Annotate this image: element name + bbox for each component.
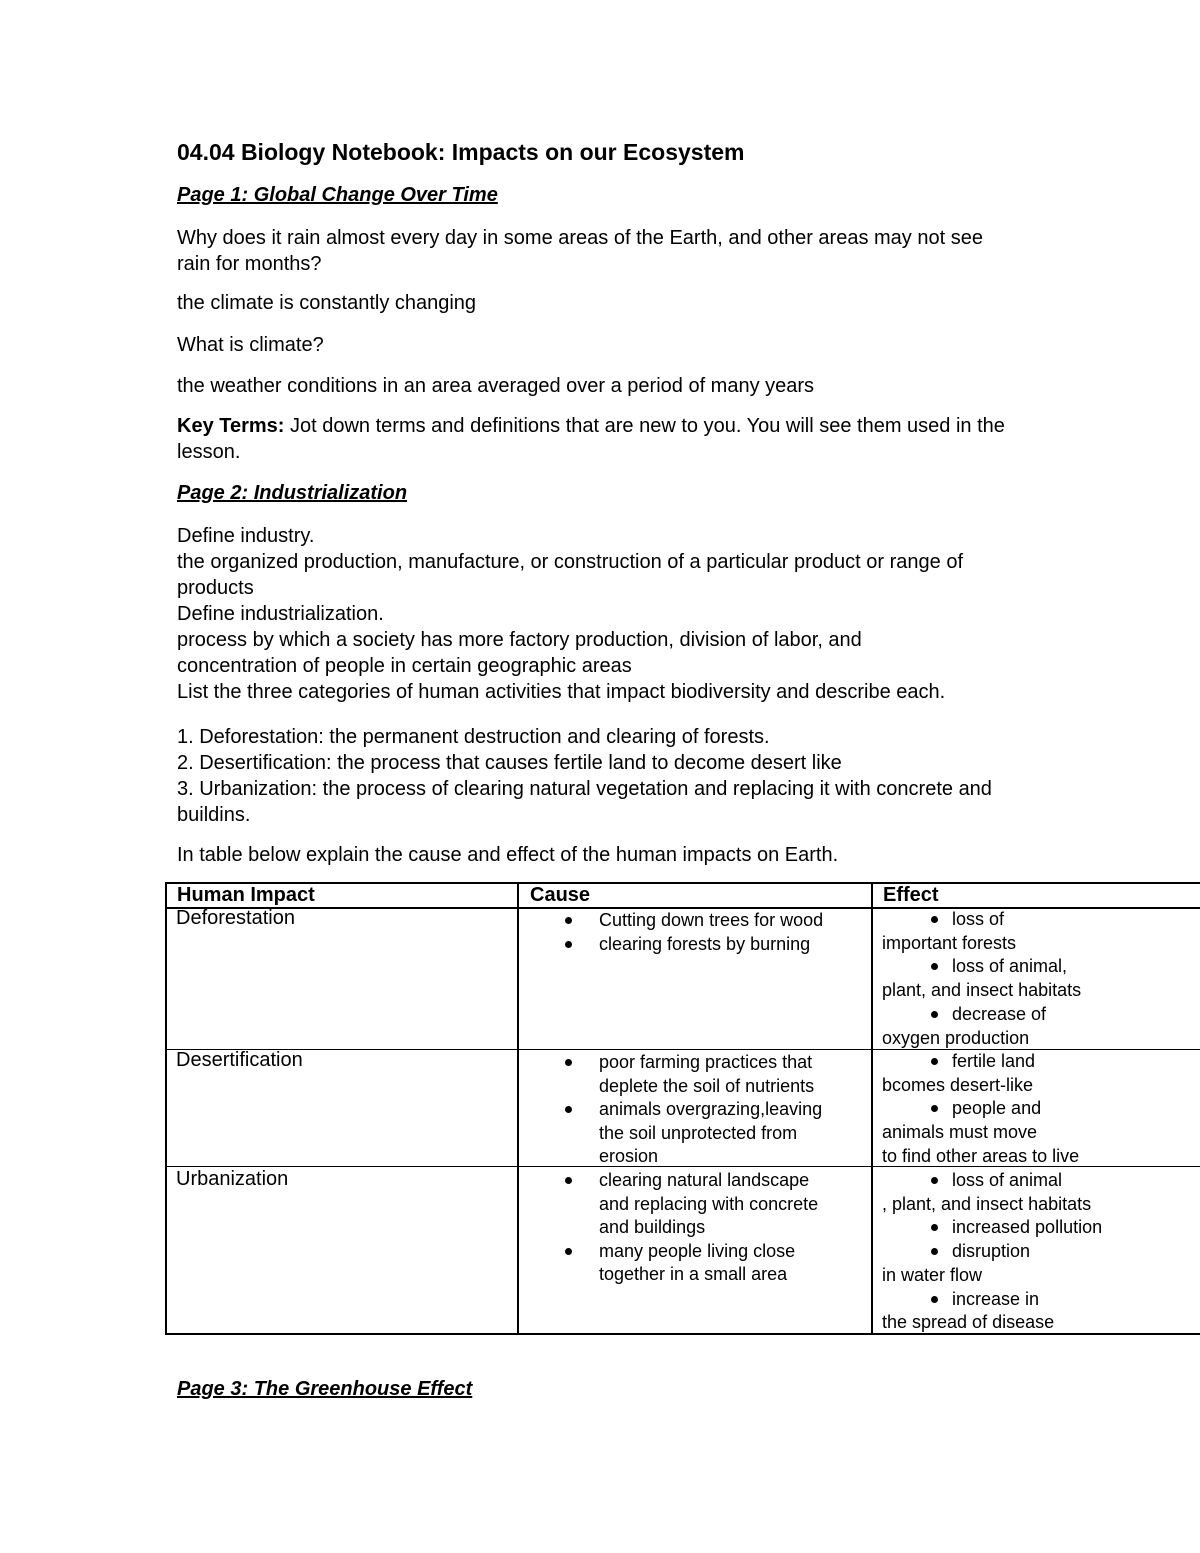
effect-continuation: animals must move xyxy=(882,1122,1038,1143)
effect-bullet: decrease of xyxy=(882,1003,1192,1027)
effect-continuation: plant, and insect habitats xyxy=(882,980,1082,1001)
row-cause-urbanization xyxy=(563,1169,823,1287)
page1-answer2: the weather conditions in an area averaged over a period of many years xyxy=(177,375,815,397)
header-effect: Effect xyxy=(883,884,939,906)
effect-continuation: , plant, and insect habitats xyxy=(882,1193,1092,1214)
row-cause-deforestation xyxy=(563,909,863,956)
effect-bullet: people and xyxy=(882,1097,1192,1121)
effect-bullet: increased pollution xyxy=(882,1216,1192,1240)
table-col-rule xyxy=(165,882,167,1334)
table-top-rule xyxy=(165,882,1200,884)
row-impact-desertification: Desertification xyxy=(176,1049,303,1071)
header-human-impact: Human Impact xyxy=(177,884,315,906)
cause-item: animals overgrazing,leaving the soil unprotected from erosion xyxy=(563,1098,823,1169)
table-col-rule xyxy=(517,882,519,1334)
table-col-rule xyxy=(871,882,873,1334)
page2-question2: Define industrialization. xyxy=(177,603,384,625)
key-terms-label: Key Terms: xyxy=(177,415,285,437)
page2-definitions xyxy=(177,523,1027,705)
row-effect-desertification xyxy=(882,1050,1192,1169)
cause-item: Cutting down trees for wood xyxy=(563,909,863,933)
impact-table xyxy=(165,882,1200,1334)
effect-bullet: disruption xyxy=(882,1240,1192,1264)
page3-heading-text: Page 3: The Greenhouse Effect xyxy=(177,1378,473,1400)
page1-question1: Why does it rain almost every day in some areas of the Earth, and other areas may not see rain for months? xyxy=(177,227,983,275)
effect-continuation: important forests xyxy=(882,932,1017,953)
cause-item: clearing forests by burning xyxy=(563,933,863,957)
effect-continuation: to find other areas to live xyxy=(882,1145,1080,1166)
cause-item: clearing natural landscape and replacing with concrete and buildings xyxy=(563,1169,823,1240)
page2-answer1: the organized production, manufacture, or construction of a particular product or range of products xyxy=(177,551,964,599)
page1-question2: What is climate? xyxy=(177,334,324,356)
page1-heading xyxy=(177,182,1037,208)
impact-list-item: 1. Deforestation: the permanent destruction and clearing of forests. xyxy=(177,726,770,748)
effect-continuation: the spread of disease xyxy=(882,1312,1055,1333)
effect-bullet: loss of animal xyxy=(882,1169,1192,1193)
cause-item: many people living close together in a small area xyxy=(563,1240,823,1287)
row-cause-desertification xyxy=(563,1051,823,1169)
cause-item: poor farming practices that deplete the soil of nutrients xyxy=(563,1051,823,1098)
effect-bullet: loss of xyxy=(882,908,1192,932)
effect-bullet: fertile land xyxy=(882,1050,1192,1074)
page-title: 04.04 Biology Notebook: Impacts on our Ecosystem xyxy=(177,139,745,165)
header-cause: Cause xyxy=(530,884,591,906)
impact-list-item: 2. Desertification: the process that causes fertile land to decome desert like xyxy=(177,752,842,774)
effect-continuation: in water flow xyxy=(882,1264,983,1285)
page1-answer1: the climate is constantly changing xyxy=(177,292,477,314)
page2-question1: Define industry. xyxy=(177,525,315,547)
page2-heading xyxy=(177,480,1037,506)
page1-heading-text: Page 1: Global Change Over Time xyxy=(177,184,498,206)
effect-bullet: loss of animal, xyxy=(882,955,1192,979)
effect-bullet: increase in xyxy=(882,1288,1192,1312)
impact-list xyxy=(177,724,1037,828)
key-terms-text: Jot down terms and definitions that are new to you. You will see them used in the lesson. xyxy=(177,415,1005,463)
effect-continuation: bcomes desert-like xyxy=(882,1074,1034,1095)
page2-question3: List the three categories of human activities that impact biodiversity and describe each. xyxy=(177,681,946,703)
row-impact-urbanization: Urbanization xyxy=(176,1168,289,1190)
page2-heading-text: Page 2: Industrialization xyxy=(177,482,408,504)
row-impact-deforestation: Deforestation xyxy=(176,907,295,929)
row-effect-urbanization xyxy=(882,1169,1192,1335)
row-effect-deforestation xyxy=(882,908,1192,1050)
impact-list-item: 3. Urbanization: the process of clearing natural vegetation and replacing it with concrete and buildins. xyxy=(177,778,992,826)
table-prompt: In table below explain the cause and effect of the human impacts on Earth. xyxy=(177,844,839,866)
page3-heading xyxy=(177,1376,1037,1402)
effect-continuation: oxygen production xyxy=(882,1027,1030,1048)
key-terms xyxy=(177,413,1022,465)
page2-answer2: process by which a society has more factory production, division of labor, and concentration of people in certain geographic areas xyxy=(177,629,862,677)
